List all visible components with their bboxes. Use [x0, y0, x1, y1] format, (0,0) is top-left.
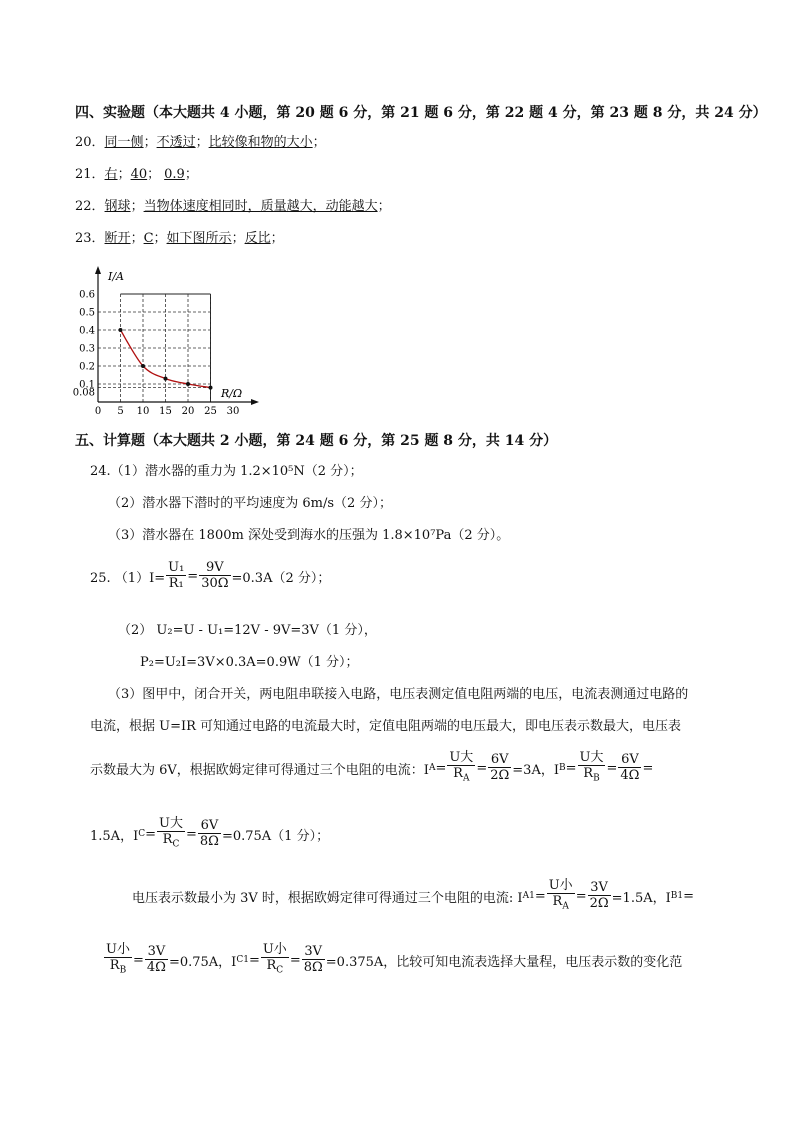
equals: =	[642, 760, 654, 776]
text: 示数最大为 6V，根据欧姆定律可得通过三个电阻的电流：I	[90, 762, 429, 778]
frac-den: 4Ω	[146, 960, 166, 976]
text: 电压表示数最小为 3V 时，根据欧姆定律可得通过三个电阻的电流: I	[132, 890, 523, 906]
x-axis-label: R/Ω	[221, 387, 243, 400]
q25-1-result: =0.3A（2 分）；	[231, 570, 331, 586]
frac-den	[547, 894, 575, 915]
text: =1.5A，I	[611, 890, 671, 906]
y-tick-label: 0.5	[79, 307, 95, 319]
frac-num: 3V	[302, 944, 325, 960]
frac-num: 6V	[618, 752, 641, 768]
y-tick-label: 0.6	[79, 289, 95, 301]
equals: =	[248, 952, 260, 968]
y-tick-label: 0.2	[79, 361, 95, 373]
q21-answer-3: 0.9	[164, 167, 185, 182]
text: =0.75A，I	[168, 954, 237, 970]
text: 1.5A，I	[90, 828, 139, 844]
equals: =	[575, 888, 587, 904]
fraction-usmall-rb	[104, 942, 132, 979]
q20-answer-3: 比较像和物的大小	[208, 135, 313, 150]
answer-20	[75, 134, 326, 152]
equals: =	[132, 952, 144, 968]
chart-points	[119, 328, 213, 390]
x-tick-label: 0	[94, 406, 102, 417]
subscript: C1	[236, 955, 249, 966]
frac-den: 8Ω	[303, 960, 323, 976]
equals: =	[606, 760, 618, 776]
fraction-u1-r1	[166, 560, 186, 592]
chart-grid	[98, 294, 211, 402]
equals: =	[289, 952, 301, 968]
equals: =	[565, 760, 577, 776]
subscript: B1	[670, 891, 684, 902]
frac-num: U小	[262, 942, 287, 957]
q23-answer-4: 反比	[244, 231, 271, 246]
data-point	[164, 377, 168, 381]
subscript: C	[172, 839, 180, 850]
q24-line-1: 24.（1）潜水器的重力为 1.2×10⁵N（2 分）；	[90, 464, 363, 479]
q25-part-3-line-6	[103, 942, 682, 979]
r-symbol: R	[552, 894, 563, 909]
equals: =	[145, 826, 156, 842]
data-point	[119, 328, 123, 332]
frac-den	[447, 766, 475, 787]
separator: ；	[143, 135, 157, 150]
frac-den	[261, 958, 289, 979]
r-symbol: R	[266, 958, 277, 973]
y-tick-label: 0.08	[72, 387, 95, 399]
fraction-6v-4	[618, 752, 641, 784]
q20-answer-2: 不透过	[156, 135, 196, 150]
subscript: C	[138, 829, 146, 840]
frac-num: U小	[548, 878, 573, 893]
q22-number: 22．	[75, 199, 105, 214]
frac-den	[104, 958, 132, 979]
q23-answer-3: 如下图所示	[166, 231, 232, 246]
frac-num: 3V	[588, 880, 611, 896]
frac-den: 2Ω	[589, 896, 609, 912]
frac-num: U大	[449, 750, 474, 765]
equals: =	[534, 888, 546, 904]
x-tick-label: 30	[226, 406, 240, 417]
x-tick-label: 10	[136, 406, 150, 417]
frac-den	[578, 766, 606, 787]
frac-den: 30Ω	[201, 576, 229, 591]
data-point	[209, 386, 213, 390]
q25-part-1	[90, 560, 330, 592]
x-tick-label: 25	[204, 406, 217, 417]
q25-part-3-line-2: 电流，根据 U=IR 可知通过电路的电流最大时，定值电阻两端的电压最大，即电压表示数最大，电压表	[90, 719, 682, 734]
frac-num: 6V	[198, 818, 221, 834]
r-symbol: R	[583, 766, 594, 781]
fraction-3v-2	[588, 880, 611, 912]
q25-part-3-line-1: （3）图甲中，闭合开关，两电阻串联接入电路，电压表测定值电阻两端的电压，电流表测通过电路的	[108, 687, 689, 702]
separator: ；	[130, 231, 144, 246]
frac-num: 6V	[488, 752, 511, 768]
q21-number: 21．	[75, 167, 105, 182]
q25-part-2-line-2: P₂=U₂I=3V×0.3A=0.9W（1 分）；	[140, 655, 359, 670]
q21-answer-2: 40	[130, 167, 148, 182]
section-5-title: 五、计算题（本大题共 2 小题，第 24 题 6 分，第 25 题 8 分，共 14 分）	[75, 433, 558, 449]
data-point	[186, 382, 190, 386]
subscript: B	[593, 773, 600, 784]
fraction-3v-8	[302, 944, 325, 976]
x-tick-label: 20	[181, 406, 195, 417]
separator: ；	[312, 135, 326, 150]
separator: ；	[130, 199, 144, 214]
separator: ；	[147, 167, 161, 182]
text: =0.75A（1 分）；	[221, 828, 330, 844]
separator: ；	[184, 167, 198, 182]
text: =0.375A，比较可知电流表选择大量程，电压表示数的变化范	[325, 954, 683, 970]
equals: =	[683, 888, 694, 904]
frac-num: 3V	[145, 944, 168, 960]
frac-den: 4Ω	[620, 768, 640, 784]
y-axis-label: I/A	[108, 270, 124, 283]
y-tick-label: 0.3	[79, 343, 95, 355]
data-point	[141, 364, 145, 368]
q25-part-3-line-3	[90, 750, 653, 787]
separator: ；	[270, 231, 284, 246]
q25-part-2-line-1: （2） U₂=U - U₁=12V - 9V=3V（1 分），	[118, 623, 377, 638]
fraction-ubig-rc	[157, 816, 185, 853]
separator: ；	[195, 135, 209, 150]
subscript: B	[558, 763, 566, 774]
x-tick-label: 15	[159, 406, 172, 417]
subscript: A	[562, 901, 569, 912]
subscript: A1	[522, 891, 535, 902]
equals: =	[187, 568, 199, 584]
equals: =	[435, 760, 447, 776]
separator: ；	[153, 231, 167, 246]
frac-den: R₁	[168, 576, 184, 591]
frac-num: U大	[579, 750, 604, 765]
frac-num: U₁	[168, 560, 185, 575]
separator: ；	[377, 199, 391, 214]
r-symbol: R	[162, 832, 173, 847]
y-tick-label: 0.1	[79, 379, 95, 391]
subscript: A	[462, 773, 470, 784]
subscript: A	[428, 763, 436, 774]
frac-den	[157, 832, 185, 853]
x-tick-label: 5	[117, 406, 124, 417]
separator: ；	[231, 231, 245, 246]
separator: ；	[117, 167, 131, 182]
y-tick-label: 0.4	[79, 325, 95, 337]
q25-1-prefix: 25. （1）I=	[90, 570, 166, 586]
q23-answer-2: C	[143, 231, 154, 246]
frac-den: 2Ω	[490, 768, 510, 784]
subscript: B	[119, 965, 127, 976]
q20-answer-1: 同一侧	[104, 135, 144, 150]
fraction-9v-30	[199, 560, 230, 592]
fraction-ubig-rb	[578, 750, 606, 787]
fraction-usmall-ra	[547, 878, 575, 915]
q24-line-3: （3）潜水器在 1800m 深处受到海水的压强为 1.8×10⁷Pa（2 分）。	[108, 528, 510, 543]
q24-line-2: （2）潜水器下潜时的平均速度为 6m/s（2 分）；	[108, 496, 392, 511]
q25-part-3-line-5	[132, 878, 694, 915]
fraction-3v-4	[145, 944, 168, 976]
q20-number: 20．	[75, 135, 105, 150]
frac-num: 9V	[199, 560, 230, 576]
fraction-ubig-ra	[447, 750, 475, 787]
frac-den: 8Ω	[199, 834, 219, 850]
subscript: C	[276, 965, 284, 976]
r-symbol: R	[109, 958, 120, 973]
q23-number: 23．	[75, 231, 105, 246]
answer-22	[75, 198, 397, 216]
y-axis-arrow	[95, 266, 101, 274]
fraction-usmall-rc	[261, 942, 289, 979]
r-symbol: R	[453, 766, 463, 781]
fraction-6v-2	[488, 752, 511, 784]
frac-num: U大	[159, 816, 183, 831]
text: =3A，I	[512, 762, 559, 778]
q22-answer-1: 钢球	[104, 199, 131, 214]
q23-answer-1: 断开	[104, 231, 131, 246]
frac-num: U小	[106, 942, 130, 957]
answer-23	[75, 230, 284, 248]
i-r-graph	[62, 262, 282, 418]
q21-answer-1: 右	[104, 167, 118, 182]
fraction-6v-8	[198, 818, 221, 850]
q22-answer-2: 当物体速度相同时，质量越大，动能越大	[143, 199, 378, 214]
x-axis-arrow	[251, 399, 259, 405]
section-4-title: 四、实验题（本大题共 4 小题，第 20 题 6 分，第 21 题 6 分，第 22 题 4 分，第 23 题 8 分，共 24 分）	[75, 105, 767, 121]
equals: =	[185, 826, 197, 842]
equals: =	[476, 760, 488, 776]
q25-part-3-line-4	[90, 816, 329, 853]
answer-21	[75, 166, 198, 184]
